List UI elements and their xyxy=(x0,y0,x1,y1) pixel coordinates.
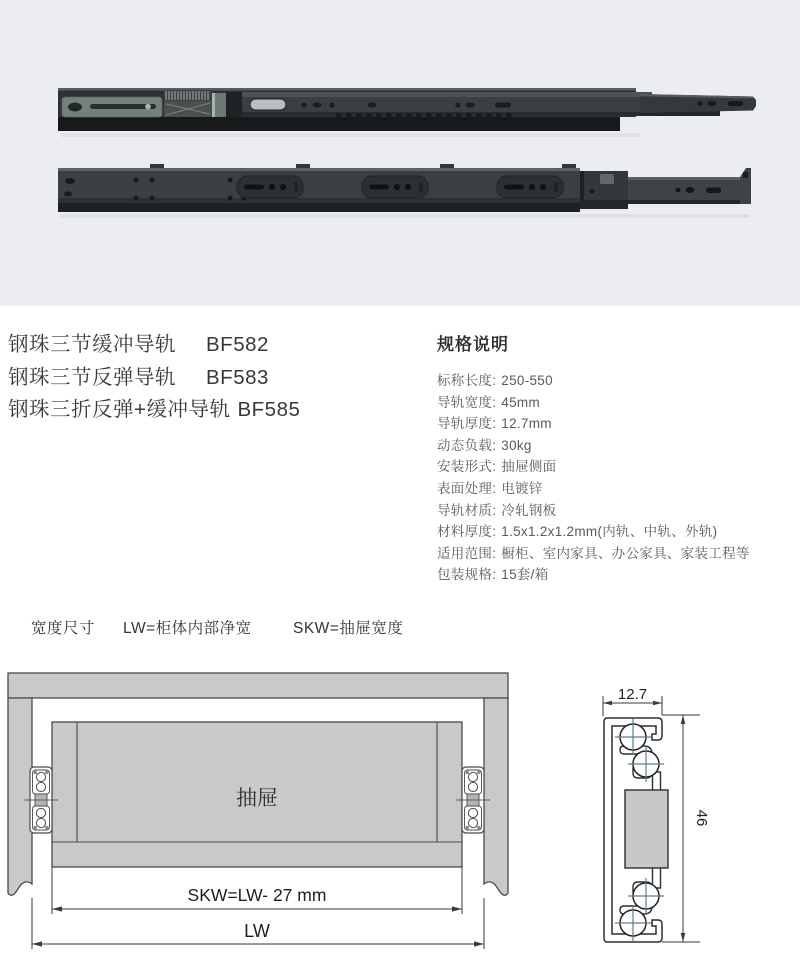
width-definition-row xyxy=(0,616,800,640)
lw-dimension-label: LW xyxy=(244,921,270,941)
product-model: BF583 xyxy=(206,365,269,389)
spec-heading: 规格说明 xyxy=(437,335,509,354)
middle-connector-section xyxy=(580,171,628,209)
cabinet-side-panel-right xyxy=(484,698,508,895)
lw-dimension xyxy=(32,898,484,949)
slide-rail-closed-photo xyxy=(58,164,751,218)
spec-row: 导轨宽度: 45mm xyxy=(437,394,540,410)
cabinet-side-panel-left xyxy=(8,698,32,895)
product-title-list xyxy=(8,329,300,427)
inner-rail-closed xyxy=(628,168,751,204)
slide-rail-extended-photo xyxy=(58,88,756,137)
spec-row: 安装形式: 抽屉侧面 xyxy=(437,459,557,475)
inner-rail-extended xyxy=(640,94,756,116)
installation-width-diagram xyxy=(4,652,524,962)
skw-definition: SKW=抽屉宽度 xyxy=(293,620,404,637)
product-title xyxy=(8,362,300,395)
lw-definition: LW=柜体内部净宽 xyxy=(123,620,252,637)
product-title xyxy=(8,394,300,427)
spring-coil xyxy=(164,90,242,117)
spec-row: 适用范围: 橱柜、室内家具、办公家具、家装工程等 xyxy=(437,545,750,561)
width-dim-label: 12.7 xyxy=(617,686,648,703)
product-model: BF582 xyxy=(206,333,269,356)
product-model: BF585 xyxy=(237,398,301,421)
skw-dimension xyxy=(52,867,462,914)
product-photo-section xyxy=(0,0,800,306)
slide-cross-section-diagram xyxy=(588,668,718,958)
height-dim-label: 46 xyxy=(693,809,710,827)
width-section-title: 宽度尺寸 xyxy=(31,620,96,637)
product-name: 钢珠三节反弹导轨 xyxy=(8,365,176,389)
damper-mechanism xyxy=(62,97,162,117)
product-title xyxy=(8,329,300,362)
spec-row: 材料厚度: 1.5x1.2x1.2mm(内轨、中轨、外轨) xyxy=(437,524,718,540)
drawer-slide-photos xyxy=(0,0,800,306)
profile-outline xyxy=(604,718,668,942)
skw-dimension-label: SKW=LW- 27 mm xyxy=(187,885,327,905)
spec-section xyxy=(437,330,750,586)
product-name: 钢珠三节缓冲导轨 xyxy=(8,333,176,356)
drawer-label: 抽屉 xyxy=(236,787,278,810)
spec-row: 表面处理: 电镀锌 xyxy=(437,480,543,496)
drawer-member-block xyxy=(625,790,668,868)
product-name: 钢珠三折反弹+缓冲导轨 xyxy=(8,398,231,421)
spec-row: 导轨材质: 冷轧钢板 xyxy=(437,502,557,518)
height-dimension-46 xyxy=(662,715,710,942)
spec-row: 标称长度: 250-550 xyxy=(437,373,553,388)
spec-row: 动态负载: 30kg xyxy=(437,437,532,453)
mounting-slot-groups xyxy=(237,176,563,198)
width-dimension-12-7 xyxy=(603,686,662,716)
cabinet-top-panel xyxy=(8,673,508,698)
spec-row: 导轨厚度: 12.7mm xyxy=(437,416,552,432)
drawer-box xyxy=(52,722,462,867)
spec-row: 包装规格: 15套/箱 xyxy=(437,567,549,583)
